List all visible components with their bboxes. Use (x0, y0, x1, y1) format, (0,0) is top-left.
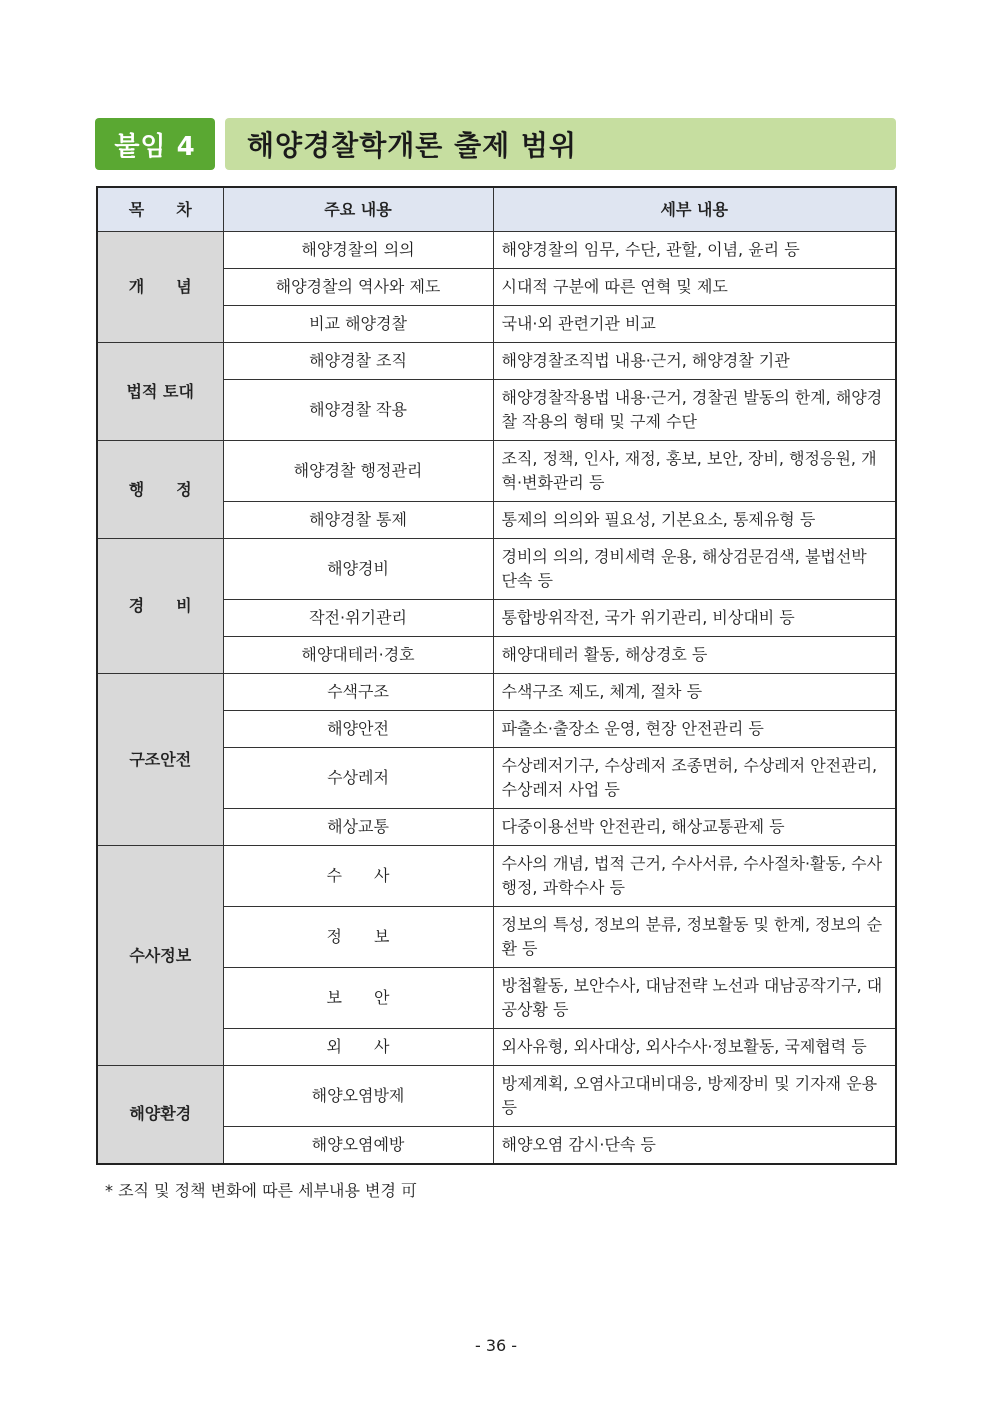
main-content-cell: 해양경찰 통제 (223, 502, 493, 539)
main-content-cell: 보 안 (223, 968, 493, 1029)
page-number: - 36 - (474, 1336, 518, 1355)
table-row (97, 441, 896, 502)
main-content-cell: 정 보 (223, 907, 493, 968)
detail-content-cell: 국내·외 관련기관 비교 (493, 306, 896, 343)
section-label: 해양환경 (97, 1066, 223, 1164)
table-row (97, 846, 896, 907)
main-content-cell: 해양대테러·경호 (223, 637, 493, 674)
table-row (97, 539, 896, 600)
detail-content-cell: 외사유형, 외사대상, 외사수사·정보활동, 국제협력 등 (493, 1029, 896, 1066)
detail-content-cell: 수색구조 제도, 체계, 절차 등 (493, 674, 896, 711)
detail-content-cell: 시대적 구분에 따른 연혁 및 제도 (493, 269, 896, 306)
main-content-cell: 해상교통 (223, 809, 493, 846)
main-content-cell: 해양경비 (223, 539, 493, 600)
detail-content-cell: 방제계획, 오염사고대비대응, 방제장비 및 기자재 운용 등 (493, 1066, 896, 1127)
table-row (97, 232, 896, 269)
detail-content-cell: 해양대테러 활동, 해상경호 등 (493, 637, 896, 674)
section-label: 행 정 (97, 441, 223, 539)
detail-content-cell: 통제의 의의와 필요성, 기본요소, 통제유형 등 (493, 502, 896, 539)
main-content-cell: 수상레저 (223, 748, 493, 809)
main-content-cell: 해양경찰 작용 (223, 380, 493, 441)
detail-content-cell: 다중이용선박 안전관리, 해상교통관제 등 (493, 809, 896, 846)
main-content-cell: 해양안전 (223, 711, 493, 748)
detail-content-cell: 통합방위작전, 국가 위기관리, 비상대비 등 (493, 600, 896, 637)
section-label: 경 비 (97, 539, 223, 674)
main-content-cell: 해양경찰 행정관리 (223, 441, 493, 502)
column-header-section: 목 차 (97, 187, 223, 232)
detail-content-cell: 해양경찰의 임무, 수단, 관할, 이념, 윤리 등 (493, 232, 896, 269)
section-label: 수사정보 (97, 846, 223, 1066)
detail-content-cell: 해양경찰조직법 내용·근거, 해양경찰 기관 (493, 343, 896, 380)
detail-content-cell: 방첩활동, 보안수사, 대남전략 노선과 대남공작기구, 대공상황 등 (493, 968, 896, 1029)
table-header-row (97, 187, 896, 232)
main-content-cell: 해양오염예방 (223, 1127, 493, 1164)
section-label: 법적 토대 (97, 343, 223, 441)
main-content-cell: 해양경찰의 의의 (223, 232, 493, 269)
detail-content-cell: 수상레저기구, 수상레저 조종면허, 수상레저 안전관리, 수상레저 사업 등 (493, 748, 896, 809)
column-header-main: 주요 내용 (223, 187, 493, 232)
table-row (97, 674, 896, 711)
appendix-badge: 붙임 4 (95, 118, 215, 170)
footnote: * 조직 및 정책 변화에 따른 세부내용 변경 可 (105, 1181, 417, 1200)
detail-content-cell: 해양오염 감시·단속 등 (493, 1127, 896, 1164)
detail-content-cell: 정보의 특성, 정보의 분류, 정보활동 및 한계, 정보의 순환 등 (493, 907, 896, 968)
table-row (97, 1066, 896, 1127)
main-content-cell: 수 사 (223, 846, 493, 907)
detail-content-cell: 경비의 의의, 경비세력 운용, 해상검문검색, 불법선박 단속 등 (493, 539, 896, 600)
column-header-detail: 세부 내용 (493, 187, 896, 232)
detail-content-cell: 조직, 정책, 인사, 재정, 홍보, 보안, 장비, 행정응원, 개혁·변화관리 등 (493, 441, 896, 502)
main-content-cell: 해양경찰 조직 (223, 343, 493, 380)
main-content-cell: 해양경찰의 역사와 제도 (223, 269, 493, 306)
page-title: 해양경찰학개론 출제 범위 (225, 118, 896, 170)
exam-scope-table (96, 186, 897, 1165)
section-label: 개 념 (97, 232, 223, 343)
detail-content-cell: 파출소·출장소 운영, 현장 안전관리 등 (493, 711, 896, 748)
detail-content-cell: 해양경찰작용법 내용·근거, 경찰권 발동의 한계, 해양경찰 작용의 형태 및 구제 수단 (493, 380, 896, 441)
main-content-cell: 해양오염방제 (223, 1066, 493, 1127)
main-content-cell: 비교 해양경찰 (223, 306, 493, 343)
main-content-cell: 수색구조 (223, 674, 493, 711)
main-content-cell: 외 사 (223, 1029, 493, 1066)
section-label: 구조안전 (97, 674, 223, 846)
main-content-cell: 작전·위기관리 (223, 600, 493, 637)
table-row (97, 343, 896, 380)
detail-content-cell: 수사의 개념, 법적 근거, 수사서류, 수사절차·활동, 수사행정, 과학수사 등 (493, 846, 896, 907)
